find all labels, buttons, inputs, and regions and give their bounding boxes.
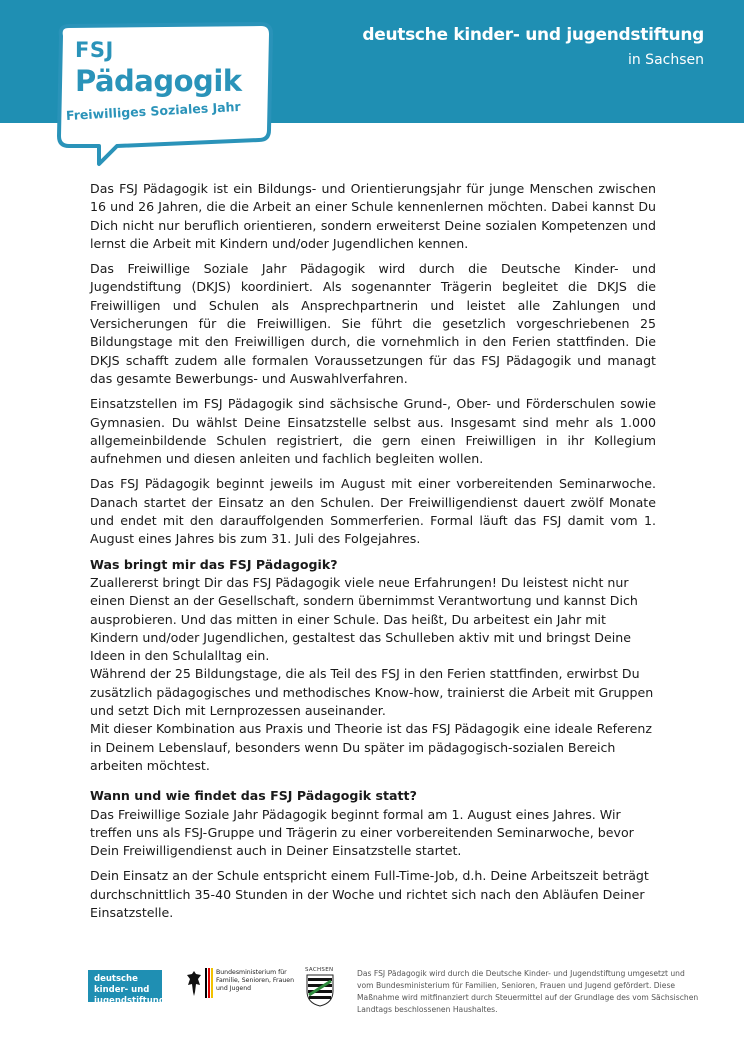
paragraph-zeitraum: Das FSJ Pädagogik beginnt jeweils im August mit einer vorbereitenden Seminarwoche. Danach startet der Einsatz an den Schulen. Der Freiwilligendienst dauert zwölf Monate und endet mit den darauffolgenden Sommerferien. Formal läuft das FSJ damit vom 1. August eines Jahres bis zum 31. Juli des Folgejahres. <box>90 476 656 547</box>
heading-wann-und-wie: Wann und wie findet das FSJ Pädagogik statt? <box>90 788 417 804</box>
flag-stripe-black <box>205 968 207 998</box>
logo-text <box>55 22 255 162</box>
logo-paedagogik-label: Pädagogik <box>75 64 242 98</box>
main-content <box>90 180 656 929</box>
paragraph-dkjs: Das Freiwillige Soziale Jahr Pädagogik wird durch die Deutsche Kinder- und Jugendstiftung (DKJS) koordiniert. Als sogenannter Trägerin begleitet die DKJS die Freiwilligen und Schulen als Ansprechpartnerin und leistet alle Zahlungen und Versicherungen für die Freiwilligen. Sie führt die gesetzlich vorgeschriebenen 25 Bildungstage mit den Freiwilligen durch, die vornehmlich in den Ferien stattfinden. Die DKJS schafft zudem alle formalen Voraussetzungen für das FSJ Pädagogik und managt das gesamte Bewerbungs- und Auswahlverfahren. <box>90 261 656 386</box>
paragraph-einsatzstellen: Einsatzstellen im FSJ Pädagogik sind sächsische Grund-, Ober- und Förderschulen sowie Gymnasien. Du wählst Deine Einsatzstelle selbst aus. Insgesamt sind mehr als 1.000 allgemeinbildende Schulen registriert, die gern einen Freiwilligen in ihr Kollegium aufnehmen und diesen anleiten und fachlich begleiten wollen. <box>90 396 656 467</box>
dkjs-footer-logo: deutsche kinder- und jugendstiftung <box>88 970 162 1002</box>
ministry-name: Bundesministerium für Familie, Senioren, Frauen und Jugend <box>216 969 295 992</box>
page-footer <box>0 962 744 1052</box>
paragraph-intro: Das FSJ Pädagogik ist ein Bildungs- und Orientierungsjahr für junge Menschen zwischen 16 und 26 Jahren, die die Arbeit an einer Schule kennenlernen möchten. Dabei kannst Du Dich nicht nur beruflich orientieren, sondern erweiterst Deine sozialen Kompetenzen und lernst die Arbeit mit Kindern und/oder Jugendlichen kennen. <box>90 181 656 251</box>
organization-name: deutsche kinder- und jugendstiftung <box>362 25 704 45</box>
federal-eagle-icon <box>186 968 202 998</box>
funding-note: Das FSJ Pädagogik wird durch die Deutsche Kinder- und Jugendstiftung umgesetzt und vom Bundesministerium für Familien, Senioren, Frauen und Jugend gefördert. Diese Maßnahme wird mitfinanziert durch Steuermittel auf der Grundlage des vom Sächsischen Landtags beschlossenen Haushaltes. <box>357 969 699 1014</box>
organization-block <box>362 24 704 71</box>
bmfsfj-logo <box>186 968 294 1014</box>
fsj-logo <box>55 22 277 168</box>
sachsen-coat-of-arms-icon <box>305 973 335 1007</box>
organization-region: in Sachsen <box>627 52 704 68</box>
flag-stripe-red <box>208 968 210 998</box>
paragraph-beginn: Das Freiwillige Soziale Jahr Pädagogik beginnt formal am 1. August eines Jahres. Wir treffen uns als FSJ-Gruppe und Trägerin zu einer vorbereitenden Seminarwoche, bevor Dein Freiwilligendienst auch in Deiner Einsatzstelle startet. <box>90 806 634 859</box>
logo-subtitle: Freiwilliges Soziales Jahr <box>65 98 242 123</box>
logo-fsj-label: FSJ <box>75 38 114 62</box>
paragraph-erfahrungen: Zuallererst bringt Dir das FSJ Pädagogik viele neue Erfahrungen! Du leistest nicht nur einen Dienst an der Gesellschaft, sondern übernimmst Verantwortung und kannst Dich ausprobieren. Und das mitten in einer Schule. Das heißt, Du arbeitest ein Jahr mit Kindern und/oder Jugendlichen, gestaltest das Schulleben aktiv mit und bringst Deine Ideen in den Schulalltag ein. <box>90 574 638 664</box>
heading-was-bringt: Was bringt mir das FSJ Pädagogik? <box>90 556 338 572</box>
sachsen-logo <box>305 967 341 1017</box>
paragraph-referenz: Mit dieser Kombination aus Praxis und Theorie ist das FSJ Pädagogik eine ideale Referenz in Deinem Lebenslauf, besonders wenn Du später im pädagogisch-sozialen Bereich arbeiten möchtest. <box>90 721 653 773</box>
sachsen-label: SACHSEN <box>305 967 334 973</box>
flag-stripe-gold <box>211 968 213 998</box>
paragraph-bildungstage: Während der 25 Bildungstage, die als Teil des FSJ in den Ferien stattfinden, erwirbst Du zusätzlich pädagogisches und methodisches Know-how, trainierst die Arbeit mit Gruppen und setzt Dich mit Lernprozessen auseinander. <box>90 666 654 719</box>
paragraph-arbeitszeit: Dein Einsatz an der Schule entspricht einem Full-Time-Job, d.h. Deine Arbeitszeit beträgt durchschnittlich 35-40 Stunden in der Woche und richtet sich nach den Abläufen Deiner Einsatzstelle. <box>90 868 649 920</box>
